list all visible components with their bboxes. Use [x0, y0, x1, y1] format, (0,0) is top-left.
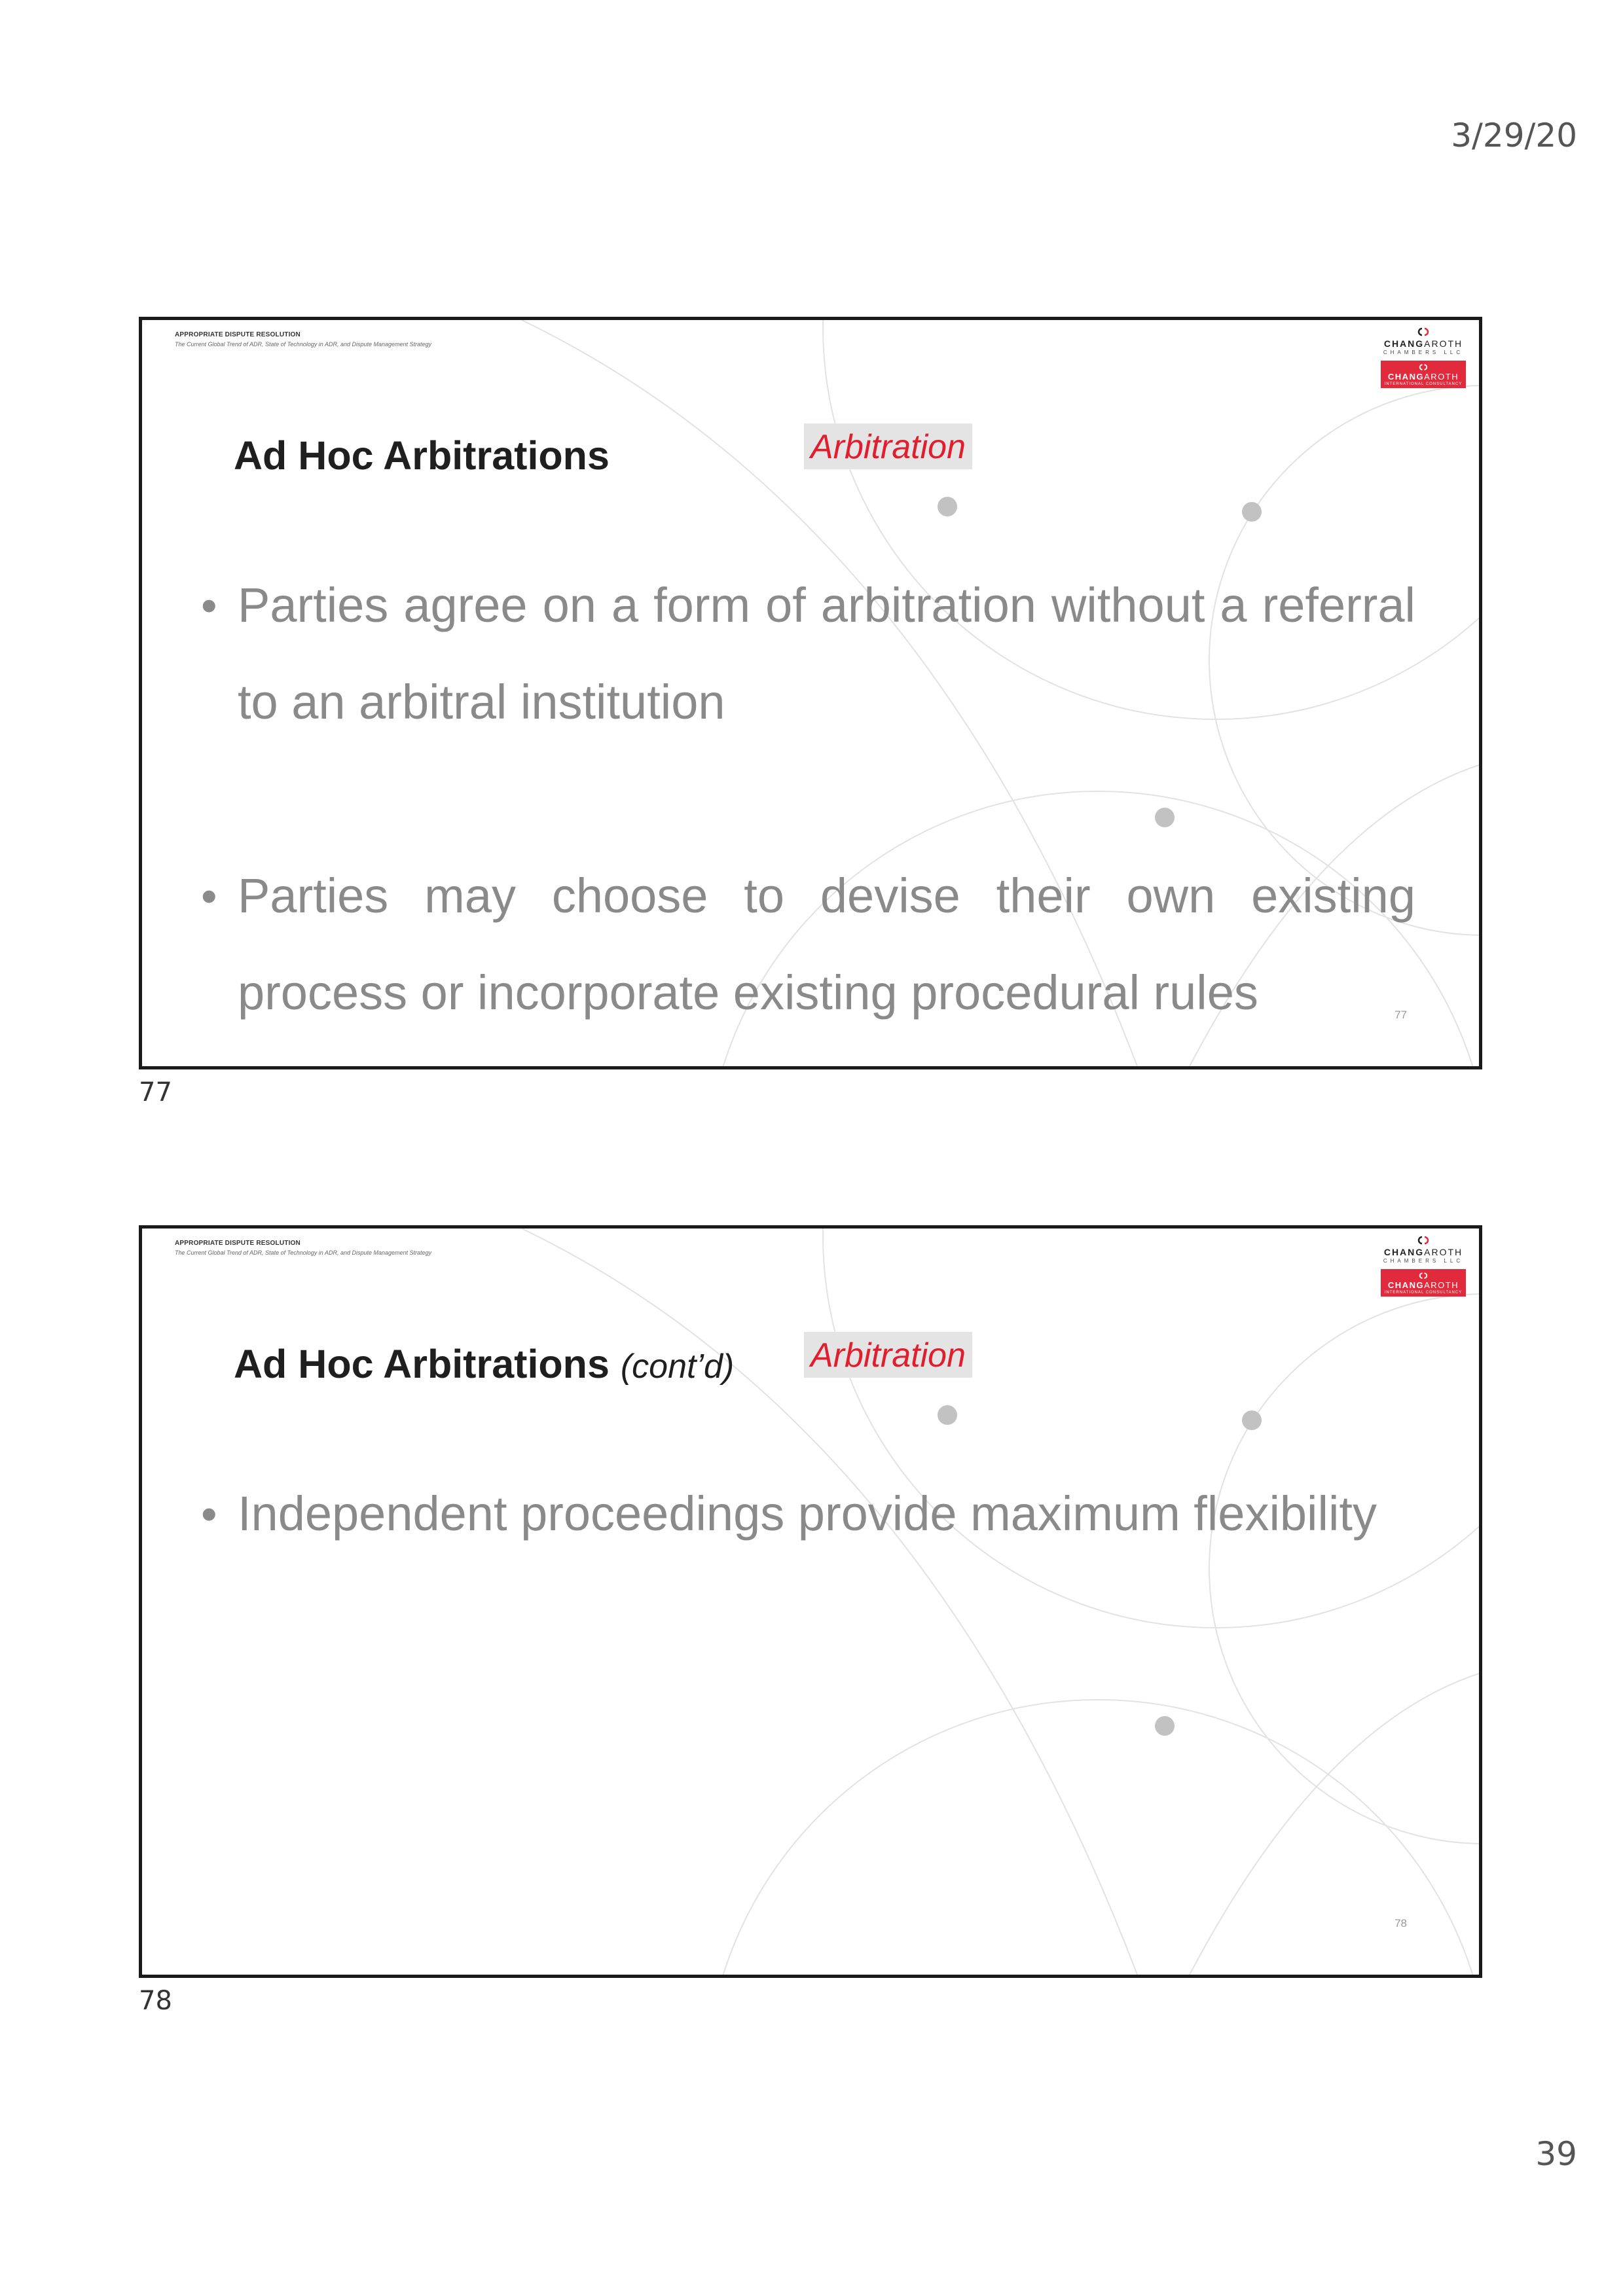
slide-title: Ad Hoc Arbitrations: [234, 433, 610, 478]
slide-78: [139, 1225, 1482, 1978]
page-date: 3/29/20: [1451, 117, 1577, 154]
badge-mark-icon: [1416, 1272, 1431, 1280]
changaroth-logo: [1381, 1235, 1466, 1297]
slide-number: 77: [1395, 1009, 1407, 1021]
logo-subtitle: CHAMBERS LLC: [1383, 350, 1464, 355]
header-title: APPROPRIATE DISPUTE RESOLUTION: [175, 331, 301, 338]
slide-title: Ad Hoc Arbitrations (cont’d): [234, 1342, 735, 1386]
bullet-icon: •: [201, 870, 217, 922]
logo-mark-icon: [1415, 1235, 1432, 1246]
topic-tag: Arbitration: [804, 1332, 972, 1378]
bullet-list: [201, 557, 1415, 1041]
logo-name: CHANGAROTH: [1383, 338, 1463, 349]
header-subtitle: The Current Global Trend of ADR, State of Technology in ADR, and Dispute Management Strategy: [175, 341, 432, 348]
bullet-list: [201, 1465, 1415, 1562]
badge-subtitle: INTERNATIONAL CONSULTANCY: [1384, 382, 1463, 386]
badge-name: CHANGAROTH: [1387, 1280, 1459, 1290]
slide-number: 78: [1395, 1917, 1407, 1929]
badge-mark-icon: [1416, 363, 1431, 371]
bullet-item: • Parties may choose to devise their own existing process or incorporate existing procedural rules: [201, 848, 1415, 1041]
slide-label: 78: [139, 1986, 172, 2016]
bullet-item: • Parties agree on a form of arbitration without a referral to an arbitral institution: [201, 557, 1415, 751]
bullet-item: • Independent proceedings provide maximum flexibility: [201, 1465, 1415, 1562]
badge-subtitle: INTERNATIONAL CONSULTANCY: [1384, 1291, 1463, 1295]
slide-label: 77: [139, 1077, 172, 1107]
logo-mark-icon: [1415, 327, 1432, 337]
slide-77: [139, 317, 1482, 1069]
header-subtitle: The Current Global Trend of ADR, State of Technology in ADR, and Dispute Management Strategy: [175, 1249, 432, 1256]
page-number: 39: [1535, 2135, 1577, 2173]
logo-badge: [1381, 361, 1466, 388]
topic-tag: Arbitration: [804, 423, 972, 469]
badge-name: CHANGAROTH: [1387, 372, 1459, 382]
logo-subtitle: CHAMBERS LLC: [1383, 1258, 1464, 1264]
logo-badge: [1381, 1269, 1466, 1297]
logo-name: CHANGAROTH: [1383, 1247, 1463, 1257]
header-title: APPROPRIATE DISPUTE RESOLUTION: [175, 1240, 301, 1247]
changaroth-logo: [1381, 327, 1466, 388]
bullet-icon: •: [201, 1488, 217, 1539]
bullet-icon: •: [201, 580, 217, 631]
